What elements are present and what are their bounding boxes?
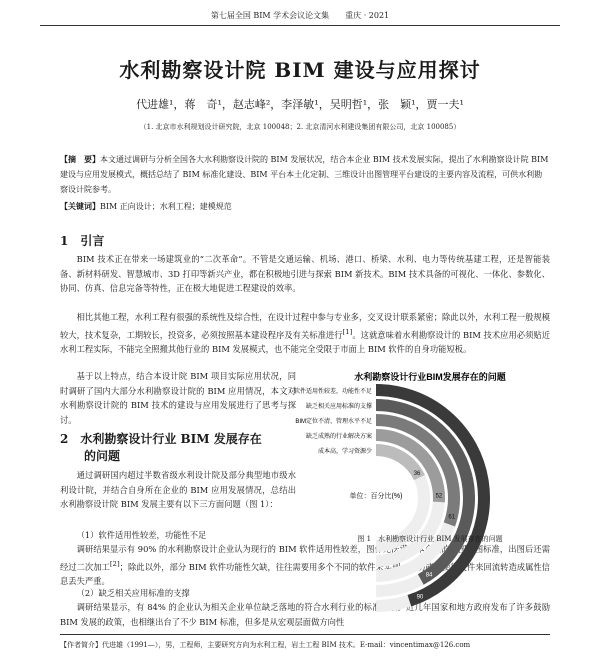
keywords-text: BIM 正向设计；水利工程；建模规范: [100, 202, 232, 211]
paragraph-intro-2: [60, 310, 550, 357]
value-label: 84: [425, 572, 433, 579]
value-label: 90: [416, 594, 424, 601]
problem-1-heading: （1）软件适用性较差，功能性不足: [76, 530, 207, 540]
paper-title: 水利勘察设计院 BIM 建设与应用探讨: [119, 58, 481, 82]
affiliation: （1. 北京市水利规划设计研究院，北京 100048；2. 北京清河水利建设集团有限公司，北京 100085）: [139, 123, 461, 131]
paragraph-intro-1: BIM 技术正在带来一场建筑业的“二次革命”。不管是交通运输、机场、港口、桥梁、水利、电力等传统基建工程，还是智能装备、新材料研发、智慧城市、3D 打印等新兴产业，都在积极地引进与探索 BIM 新技术。BIM 技术具备的可视化、一体化、参数化、协同、仿真、信息完备等特性，正在极大地促进工程建设的效率。: [60, 254, 550, 294]
value-label: 61: [448, 514, 456, 521]
chart-title: 水利勘察设计行业BIM发展存在的问题: [354, 372, 506, 382]
authors: 代进雄¹，蒋 奇¹，赵志峰²，李泽敏¹，吴明哲¹，张 颖¹，贾一夫¹: [136, 98, 464, 111]
abstract: [60, 152, 550, 197]
citation-2: [2]: [109, 559, 120, 568]
section-2-heading: [60, 430, 296, 464]
paragraph-problems-intro: 通过调研国内超过半数省级水利设计院及部分典型地市级水利设计院，并结合自身所在企业的 BIM 应用发展情况，总结出水利勘察设计院 BIM 发展主要有以下三方面问题（图 1）：: [60, 470, 296, 510]
category-label: 成本高，学习资源少: [317, 449, 372, 455]
value-label: 36: [413, 471, 421, 478]
section-2-line1: 2 水利勘察设计行业 BIM 发展存在: [60, 432, 262, 446]
value-label: 52: [435, 493, 443, 500]
category-label: 缺乏成熟的行业解决方案: [305, 434, 372, 440]
category-label: BIM定位不清、管理水平不足: [295, 419, 372, 425]
paragraph-problem-2: 调研结果显示，有 84% 的企业认为相关企业单位缺乏落地的符合水利行业的标准体系。近几年国家和地方政府发布了许多鼓励 BIM 发展的政策，也相继出台了不少 BIM 标准，但多是从宏观层面做方向性: [60, 602, 550, 627]
paragraph-intro-3: 基于以上特点，结合本设计院 BIM 项目实际应用状况，同时调研了国内大部分水利勘察设计院的 BIM 应用情况，本文对水利勘察设计院的 BIM 技术的建设与应用发展进行了思考与探讨。: [60, 371, 296, 425]
keywords-label: 【关键词】: [60, 201, 100, 211]
p2-text: 相比其他工程，水利工程有很强的系统性及综合性，在设计过程中参与专业多，交叉设计联系紧密；除此以外，水利工程一般规模较大，技术复杂，工期较长，投资多，必须按照基本建设程序及有关标准进行: [60, 312, 550, 340]
journal-header: 第七届全国 BIM 学术会议论文集 重庆 · 2021: [210, 11, 390, 20]
abstract-text: 本文通过调研与分析全国各大水利勘察设计院的 BIM 发展状况，结合本企业 BIM 技术发展实际，提出了水利勘察设计院 BIM 建设与应用发展模式，概括总结了 BIM 标准化建设、BIM 平台本土化定制、三维设计出图管理平台建设的主要内容及流程，可供水利勘察设计院参考。: [60, 155, 549, 194]
citation-1: [1]: [342, 327, 353, 336]
p5-rest: ；除此以外，部分 BIM 软件功能性欠缺，往往需要用多个不同的软件来实现一项功能，使得文件来回流转造成属性信息丢失严重。: [60, 561, 550, 586]
figure-caption: 图 1 水利勘察设计行业 BIM 发展存在的问题: [357, 535, 503, 543]
footer-rule: [60, 634, 550, 635]
section-1-heading: 1 引言: [60, 234, 105, 248]
chart-unit-label: 单位：百分比(%): [349, 493, 403, 500]
p5-text: 调研结果显示有 90% 的水利勘察设计企业认为现行的 BIM 软件适用性较差，图件无法满足本企业的制图出图标准，出图后还需经过二次加工: [60, 544, 550, 572]
author-note: 【作者简介】代进雄（1991—），男，工程师，主要研究方向为水利工程，岩土工程 BIM 技术。E-mail：vincentimax@126.com: [60, 641, 471, 649]
abstract-label: 【摘 要】: [60, 154, 100, 164]
problem-2-heading: （2）缺乏相关应用标准的支撑: [76, 588, 190, 598]
keywords: [60, 201, 550, 212]
header-rule: [40, 25, 560, 26]
section-2-line2: 的问题: [84, 449, 121, 463]
category-label: 软件适用性较差，功能性不足: [293, 389, 372, 395]
p2-rest: 。这就意味着水利勘察设计的 BIM 技术应用必须贴近水利工程实际，不能完全照搬其他行业的 BIM 发展模式，也不能完全受限于市面上 BIM 软件的自身功能短板。: [60, 329, 550, 354]
category-label: 缺乏相关应用标准的支撑: [305, 404, 372, 410]
